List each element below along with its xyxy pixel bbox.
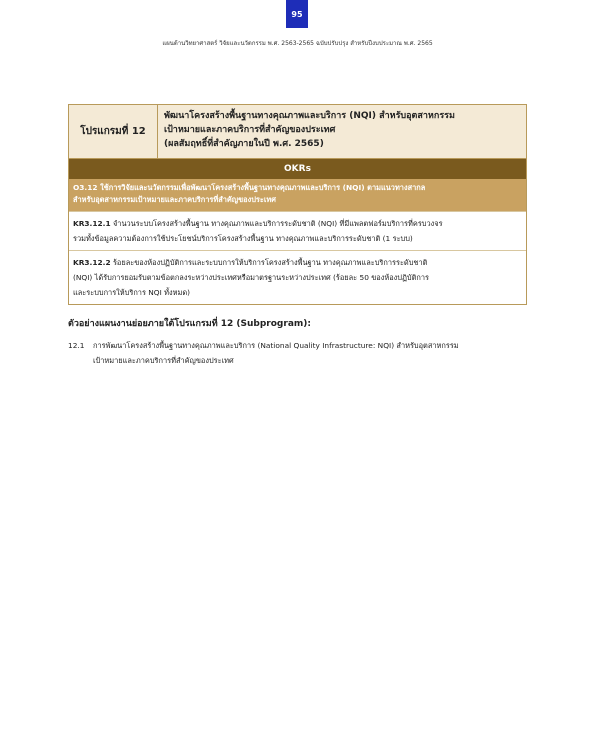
okrs-header: OKRs [69,159,526,179]
key-result-text: จำนวนระบบโครงสร้างพื้นฐาน ทางคุณภาพและบริการระดับชาติ (NQI) ที่มีแพลตฟอร์มบริการที่ครบวงจร [110,219,443,228]
key-result-row [69,250,526,304]
subprogram-item-number: 12.1 [68,341,85,350]
key-result-line: รวมทั้งข้อมูลความต้องการใช้ประโยชน์บริการโครงสร้างพื้นฐาน ทางคุณภาพและบริการระดับชาติ (1 ระบบ) [73,234,413,243]
program-table [68,104,527,305]
program-title-line: เป้าหมายและภาคบริการที่สำคัญของประเทศ [164,125,336,135]
key-result-code: KR3.12.2 [73,258,111,267]
key-result-line: (NQI) ได้รับการยอมรับตามข้อตกลงระหว่างประเทศหรือมาตรฐานระหว่างประเทศ (ร้อยละ 50 ของห้องปฏิบัติการ [73,273,429,282]
objective-line: สำหรับอุตสาหกรรมเป้าหมายและภาคบริการที่สำคัญของประเทศ [73,195,276,204]
program-title [158,105,526,158]
program-label: โปรแกรมที่ 12 [69,105,158,158]
subprogram-heading: ตัวอย่างแผนงานย่อยภายใต้โปรแกรมที่ 12 (Subprogram): [68,319,311,329]
key-result-line [73,255,522,270]
key-result-line: และระบบการให้บริการ NQI ทั้งหมด) [73,288,191,297]
key-result-line [73,216,522,231]
subprogram-item-line: การพัฒนาโครงสร้างพื้นฐานทางคุณภาพและบริการ (National Quality Infrastructure: NQI) สำหรับอุตสาหกรรม [93,341,459,350]
running-header: แผนด้านวิทยาศาสตร์ วิจัยและนวัตกรรม พ.ศ. 2563-2565 ฉบับปรับปรุง สำหรับปีงบประมาณ พ.ศ. 2565 [162,40,433,47]
objective-line: O3.12 ใช้การวิจัยและนวัตกรรมเพื่อพัฒนาโครงสร้างพื้นฐานทางคุณภาพและบริการ (NQI) ตามแนวทางสากล [73,183,426,192]
key-result-code: KR3.12.1 [73,219,111,228]
program-header-row [69,105,526,159]
objective-row [69,179,526,211]
program-title-line: (ผลสัมฤทธิ์ที่สำคัญภายในปี พ.ศ. 2565) [164,139,324,149]
program-title-line: พัฒนาโครงสร้างพื้นฐานทางคุณภาพและบริการ (NQI) สำหรับอุตสาหกรรม [164,111,455,121]
subprogram-item-line: เป้าหมายและภาคบริการที่สำคัญของประเทศ [93,356,234,365]
subprogram-item-text [93,338,528,368]
subprogram-item [68,338,528,368]
page-number: 95 [286,0,308,28]
key-result-row [69,211,526,250]
key-result-text: ร้อยละของห้องปฏิบัติการและระบบการให้บริการโครงสร้างพื้นฐาน ทางคุณภาพและบริการระดับชาติ [110,258,428,267]
